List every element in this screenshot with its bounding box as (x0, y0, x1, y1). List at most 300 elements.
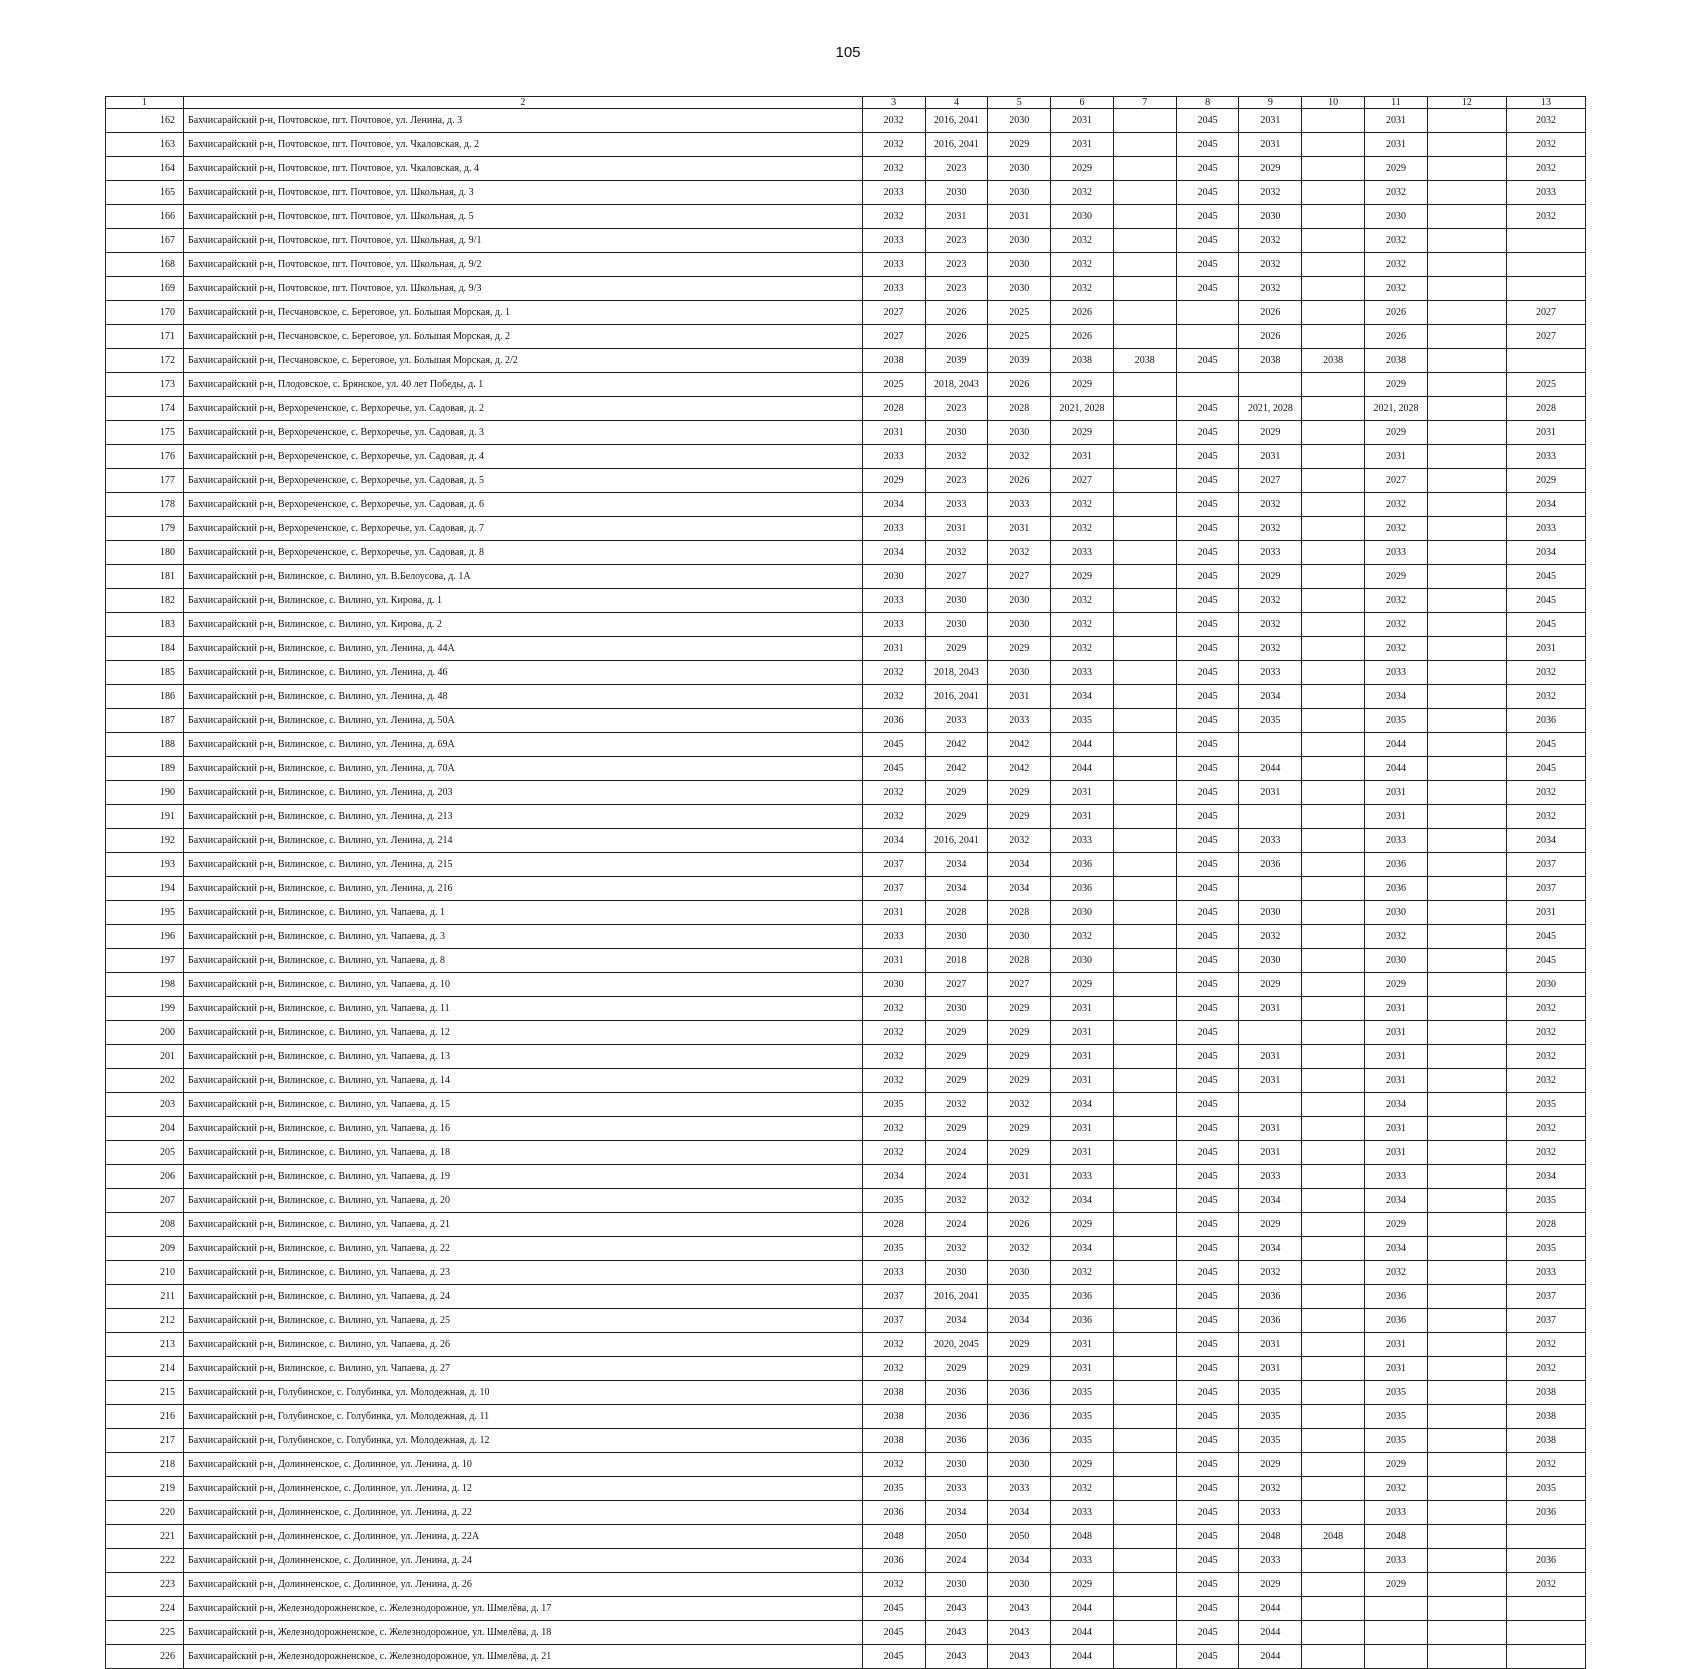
year-cell: 2030 (1239, 205, 1302, 229)
table-row (106, 517, 1586, 541)
row-number-cell: 174 (106, 397, 184, 421)
year-cell: 2032 (862, 661, 925, 685)
year-cell: 2016, 2041 (925, 829, 988, 853)
year-cell: 2031 (1365, 445, 1428, 469)
year-cell (1113, 829, 1176, 853)
year-cell: 2045 (1176, 493, 1239, 517)
year-cell (1427, 901, 1506, 925)
year-cell (1239, 373, 1302, 397)
column-header: 3 (862, 97, 925, 109)
year-cell: 2018 (925, 949, 988, 973)
year-cell (1427, 853, 1506, 877)
row-number-cell: 175 (106, 421, 184, 445)
year-cell: 2045 (862, 1597, 925, 1621)
year-cell: 2031 (1051, 997, 1114, 1021)
year-cell: 2036 (1051, 877, 1114, 901)
row-number-cell: 178 (106, 493, 184, 517)
year-cell: 2038 (862, 1405, 925, 1429)
row-number-cell: 207 (106, 1189, 184, 1213)
year-cell: 2033 (1051, 1165, 1114, 1189)
year-cell: 2031 (1051, 1069, 1114, 1093)
year-cell: 2045 (1176, 1237, 1239, 1261)
year-cell: 2045 (1176, 805, 1239, 829)
row-number-cell: 204 (106, 1117, 184, 1141)
year-cell (1113, 733, 1176, 757)
year-cell: 2042 (988, 757, 1051, 781)
year-cell: 2038 (862, 1429, 925, 1453)
year-cell (1113, 589, 1176, 613)
year-cell: 2030 (988, 925, 1051, 949)
address-cell: Бахчисарайский р-н, Вилинское, с. Вилино, ул. Чапаева, д. 15 (184, 1093, 863, 1117)
year-cell: 2027 (1365, 469, 1428, 493)
year-cell: 2032 (1051, 1261, 1114, 1285)
year-cell: 2030 (862, 973, 925, 997)
address-cell: Бахчисарайский р-н, Песчановское, с. Береговое, ул. Большая Морская, д. 2 (184, 325, 863, 349)
year-cell: 2035 (1239, 709, 1302, 733)
table-row (106, 1237, 1586, 1261)
year-cell (1113, 1477, 1176, 1501)
year-cell: 2035 (1506, 1237, 1585, 1261)
address-cell: Бахчисарайский р-н, Железнодорожненское, с. Железнодорожное, ул. Шмелёва, д. 21 (184, 1645, 863, 1669)
year-cell: 2025 (988, 301, 1051, 325)
year-cell: 2048 (1051, 1525, 1114, 1549)
year-cell: 2029 (1239, 565, 1302, 589)
year-cell: 2042 (925, 757, 988, 781)
table-row (106, 325, 1586, 349)
year-cell: 2034 (1506, 541, 1585, 565)
year-cell: 2027 (1239, 469, 1302, 493)
year-cell: 2032 (925, 1237, 988, 1261)
year-cell (1302, 1549, 1365, 1573)
table-row (106, 973, 1586, 997)
address-cell: Бахчисарайский р-н, Вилинское, с. Вилино, ул. Чапаева, д. 24 (184, 1285, 863, 1309)
year-cell: 2045 (1176, 1381, 1239, 1405)
address-cell: Бахчисарайский р-н, Почтовское, пгт. Почтовое, ул. Школьная, д. 9/2 (184, 253, 863, 277)
year-cell (1302, 565, 1365, 589)
address-cell: Бахчисарайский р-н, Долинненское, с. Долинное, ул. Ленина, д. 24 (184, 1549, 863, 1573)
year-cell: 2044 (1051, 1621, 1114, 1645)
year-cell: 2034 (1051, 1237, 1114, 1261)
year-cell: 2031 (1365, 1069, 1428, 1093)
year-cell: 2039 (925, 349, 988, 373)
year-cell: 2027 (1506, 325, 1585, 349)
year-cell: 2029 (1051, 1453, 1114, 1477)
year-cell (1302, 1405, 1365, 1429)
year-cell: 2045 (1506, 757, 1585, 781)
address-cell: Бахчисарайский р-н, Вилинское, с. Вилино, ул. Ленина, д. 216 (184, 877, 863, 901)
row-number-cell: 215 (106, 1381, 184, 1405)
table-row (106, 565, 1586, 589)
year-cell: 2034 (1365, 1093, 1428, 1117)
row-number-cell: 205 (106, 1141, 184, 1165)
address-cell: Бахчисарайский р-н, Вилинское, с. Вилино, ул. Чапаева, д. 26 (184, 1333, 863, 1357)
year-cell: 2045 (1176, 637, 1239, 661)
year-cell (1176, 373, 1239, 397)
year-cell: 2026 (988, 1213, 1051, 1237)
year-cell (1302, 325, 1365, 349)
year-cell (1302, 181, 1365, 205)
year-cell: 2031 (1051, 1045, 1114, 1069)
table-row (106, 1045, 1586, 1069)
year-cell: 2038 (1051, 349, 1114, 373)
address-cell: Бахчисарайский р-н, Вилинское, с. Вилино, ул. Ленина, д. 48 (184, 685, 863, 709)
year-cell: 2029 (1051, 565, 1114, 589)
address-cell: Бахчисарайский р-н, Вилинское, с. Вилино, ул. Ленина, д. 70А (184, 757, 863, 781)
year-cell: 2045 (1506, 733, 1585, 757)
year-cell: 2045 (1176, 205, 1239, 229)
address-cell: Бахчисарайский р-н, Почтовское, пгт. Почтовое, ул. Школьная, д. 5 (184, 205, 863, 229)
year-cell: 2034 (1365, 1189, 1428, 1213)
year-cell: 2032 (1365, 925, 1428, 949)
year-cell: 2030 (988, 1261, 1051, 1285)
row-number-cell: 172 (106, 349, 184, 373)
table-row (106, 1213, 1586, 1237)
housing-schedule-table (105, 96, 1586, 1669)
year-cell: 2031 (1239, 133, 1302, 157)
year-cell (1427, 421, 1506, 445)
year-cell: 2021, 2028 (1365, 397, 1428, 421)
row-number-cell: 177 (106, 469, 184, 493)
year-cell: 2021, 2028 (1239, 397, 1302, 421)
year-cell (1302, 877, 1365, 901)
row-number-cell: 190 (106, 781, 184, 805)
year-cell: 2033 (862, 589, 925, 613)
year-cell: 2034 (1506, 829, 1585, 853)
year-cell: 2030 (1239, 949, 1302, 973)
year-cell (1302, 1165, 1365, 1189)
year-cell: 2029 (988, 133, 1051, 157)
year-cell: 2044 (1239, 757, 1302, 781)
address-cell: Бахчисарайский р-н, Вилинское, с. Вилино, ул. Чапаева, д. 8 (184, 949, 863, 973)
table-row (106, 1333, 1586, 1357)
year-cell: 2045 (1176, 1141, 1239, 1165)
year-cell: 2032 (862, 1357, 925, 1381)
year-cell: 2033 (862, 181, 925, 205)
year-cell: 2043 (988, 1645, 1051, 1669)
year-cell (1427, 1549, 1506, 1573)
year-cell: 2044 (1051, 733, 1114, 757)
year-cell: 2034 (988, 1501, 1051, 1525)
year-cell (1113, 469, 1176, 493)
row-number-cell: 199 (106, 997, 184, 1021)
year-cell: 2045 (1176, 349, 1239, 373)
year-cell: 2035 (862, 1477, 925, 1501)
year-cell: 2038 (1113, 349, 1176, 373)
year-cell: 2031 (1365, 1333, 1428, 1357)
year-cell: 2033 (1239, 1501, 1302, 1525)
year-cell: 2045 (1176, 901, 1239, 925)
address-cell: Бахчисарайский р-н, Долинненское, с. Долинное, ул. Ленина, д. 22 (184, 1501, 863, 1525)
year-cell: 2031 (1239, 109, 1302, 133)
year-cell (1302, 1237, 1365, 1261)
address-cell: Бахчисарайский р-н, Верхореченское, с. Верхоречье, ул. Садовая, д. 2 (184, 397, 863, 421)
year-cell (1427, 1141, 1506, 1165)
year-cell: 2035 (862, 1189, 925, 1213)
table-row (106, 397, 1586, 421)
year-cell (1302, 973, 1365, 997)
year-cell: 2044 (1239, 1597, 1302, 1621)
year-cell: 2034 (925, 1309, 988, 1333)
column-header: 5 (988, 97, 1051, 109)
row-number-cell: 184 (106, 637, 184, 661)
year-cell: 2032 (862, 1117, 925, 1141)
year-cell: 2029 (1239, 421, 1302, 445)
year-cell: 2033 (1239, 1165, 1302, 1189)
year-cell: 2031 (1239, 1117, 1302, 1141)
year-cell: 2018, 2043 (925, 373, 988, 397)
year-cell (1302, 1093, 1365, 1117)
year-cell: 2045 (1506, 565, 1585, 589)
year-cell: 2032 (1506, 1333, 1585, 1357)
row-number-cell: 214 (106, 1357, 184, 1381)
year-cell: 2035 (1051, 1405, 1114, 1429)
year-cell: 2034 (1506, 493, 1585, 517)
row-number-cell: 209 (106, 1237, 184, 1261)
table-row (106, 685, 1586, 709)
year-cell: 2034 (862, 829, 925, 853)
year-cell: 2045 (1176, 1501, 1239, 1525)
year-cell (1302, 949, 1365, 973)
year-cell: 2029 (988, 1141, 1051, 1165)
year-cell: 2028 (988, 397, 1051, 421)
address-cell: Бахчисарайский р-н, Верхореченское, с. Верхоречье, ул. Садовая, д. 3 (184, 421, 863, 445)
year-cell (1427, 349, 1506, 373)
year-cell: 2033 (988, 709, 1051, 733)
year-cell: 2030 (988, 1453, 1051, 1477)
year-cell: 2036 (925, 1381, 988, 1405)
year-cell: 2031 (862, 949, 925, 973)
year-cell: 2033 (1239, 541, 1302, 565)
address-cell: Бахчисарайский р-н, Долинненское, с. Долинное, ул. Ленина, д. 26 (184, 1573, 863, 1597)
year-cell (1302, 1429, 1365, 1453)
year-cell (1302, 1117, 1365, 1141)
year-cell (1302, 1069, 1365, 1093)
year-cell (1113, 445, 1176, 469)
year-cell (1427, 325, 1506, 349)
year-cell: 2035 (988, 1285, 1051, 1309)
table-row (106, 157, 1586, 181)
year-cell: 2036 (1365, 1285, 1428, 1309)
year-cell: 2032 (1051, 229, 1114, 253)
year-cell: 2045 (1176, 757, 1239, 781)
year-cell (1302, 997, 1365, 1021)
address-cell: Бахчисарайский р-н, Вилинское, с. Вилино, ул. Кирова, д. 2 (184, 613, 863, 637)
year-cell: 2029 (1239, 1573, 1302, 1597)
year-cell: 2045 (1176, 781, 1239, 805)
year-cell: 2032 (862, 1453, 925, 1477)
year-cell: 2048 (1302, 1525, 1365, 1549)
year-cell (1427, 1213, 1506, 1237)
year-cell: 2029 (988, 1357, 1051, 1381)
table-row (106, 757, 1586, 781)
row-number-cell: 225 (106, 1621, 184, 1645)
year-cell (1113, 685, 1176, 709)
year-cell: 2032 (1051, 181, 1114, 205)
year-cell: 2045 (1176, 733, 1239, 757)
year-cell: 2045 (1176, 229, 1239, 253)
row-number-cell: 217 (106, 1429, 184, 1453)
table-row (106, 109, 1586, 133)
year-cell: 2045 (1176, 1117, 1239, 1141)
year-cell: 2027 (988, 565, 1051, 589)
year-cell (1302, 253, 1365, 277)
year-cell: 2029 (1365, 1573, 1428, 1597)
year-cell: 2031 (925, 517, 988, 541)
year-cell: 2029 (925, 1021, 988, 1045)
row-number-cell: 187 (106, 709, 184, 733)
year-cell: 2031 (988, 205, 1051, 229)
year-cell: 2033 (1239, 829, 1302, 853)
year-cell: 2029 (1239, 1453, 1302, 1477)
year-cell (1302, 1381, 1365, 1405)
year-cell (1427, 637, 1506, 661)
year-cell (1427, 949, 1506, 973)
table-row (106, 445, 1586, 469)
year-cell (1302, 1045, 1365, 1069)
year-cell: 2033 (1365, 541, 1428, 565)
table-row (106, 733, 1586, 757)
year-cell: 2034 (988, 853, 1051, 877)
address-cell: Бахчисарайский р-н, Песчановское, с. Береговое, ул. Большая Морская, д. 1 (184, 301, 863, 325)
year-cell (1427, 1117, 1506, 1141)
year-cell: 2023 (925, 277, 988, 301)
table-row (106, 613, 1586, 637)
year-cell: 2031 (1365, 997, 1428, 1021)
year-cell: 2034 (862, 1165, 925, 1189)
year-cell: 2031 (1239, 1045, 1302, 1069)
year-cell: 2026 (988, 469, 1051, 493)
year-cell: 2020, 2045 (925, 1333, 988, 1357)
year-cell: 2032 (1051, 517, 1114, 541)
year-cell: 2045 (1176, 1453, 1239, 1477)
year-cell: 2034 (862, 541, 925, 565)
year-cell: 2031 (1365, 781, 1428, 805)
year-cell: 2031 (1365, 1045, 1428, 1069)
row-number-cell: 203 (106, 1093, 184, 1117)
year-cell (1302, 613, 1365, 637)
year-cell: 2043 (988, 1597, 1051, 1621)
year-cell (1302, 589, 1365, 613)
year-cell: 2033 (862, 925, 925, 949)
year-cell (1506, 1597, 1585, 1621)
year-cell (1113, 1045, 1176, 1069)
year-cell (1506, 1621, 1585, 1645)
year-cell: 2031 (1365, 109, 1428, 133)
year-cell: 2037 (862, 1309, 925, 1333)
year-cell (1302, 1453, 1365, 1477)
year-cell (1113, 709, 1176, 733)
year-cell: 2024 (925, 1141, 988, 1165)
table-row (106, 1405, 1586, 1429)
year-cell (1302, 757, 1365, 781)
year-cell (1302, 1597, 1365, 1621)
address-cell: Бахчисарайский р-н, Почтовское, пгт. Почтовое, ул. Школьная, д. 9/3 (184, 277, 863, 301)
year-cell: 2029 (1051, 1573, 1114, 1597)
year-cell: 2030 (1051, 901, 1114, 925)
year-cell: 2045 (1176, 1093, 1239, 1117)
year-cell: 2030 (988, 613, 1051, 637)
column-header: 7 (1113, 97, 1176, 109)
year-cell: 2033 (925, 1477, 988, 1501)
year-cell: 2032 (988, 541, 1051, 565)
year-cell: 2024 (925, 1549, 988, 1573)
year-cell (1302, 1213, 1365, 1237)
year-cell: 2027 (862, 325, 925, 349)
year-cell (1427, 1189, 1506, 1213)
year-cell: 2030 (988, 1573, 1051, 1597)
year-cell: 2035 (862, 1237, 925, 1261)
year-cell (1113, 181, 1176, 205)
year-cell: 2016, 2041 (925, 685, 988, 709)
year-cell: 2032 (1506, 1069, 1585, 1093)
year-cell: 2036 (1365, 853, 1428, 877)
year-cell (1113, 1237, 1176, 1261)
year-cell: 2031 (1051, 1117, 1114, 1141)
year-cell: 2037 (862, 1285, 925, 1309)
year-cell (1302, 205, 1365, 229)
table-row (106, 949, 1586, 973)
year-cell (1302, 709, 1365, 733)
year-cell: 2031 (862, 421, 925, 445)
year-cell: 2034 (925, 877, 988, 901)
year-cell (1427, 1453, 1506, 1477)
year-cell: 2045 (1176, 157, 1239, 181)
row-number-cell: 220 (106, 1501, 184, 1525)
address-cell: Бахчисарайский р-н, Вилинское, с. Вилино, ул. Чапаева, д. 20 (184, 1189, 863, 1213)
year-cell (1506, 277, 1585, 301)
year-cell: 2030 (988, 421, 1051, 445)
year-cell (1506, 1525, 1585, 1549)
year-cell (1239, 1093, 1302, 1117)
year-cell: 2032 (1239, 277, 1302, 301)
year-cell: 2031 (1239, 997, 1302, 1021)
year-cell (1427, 541, 1506, 565)
year-cell: 2045 (1176, 829, 1239, 853)
table-body (106, 109, 1586, 1669)
year-cell: 2045 (1176, 1357, 1239, 1381)
year-cell: 2044 (1051, 1597, 1114, 1621)
year-cell: 2031 (862, 901, 925, 925)
address-cell: Бахчисарайский р-н, Вилинское, с. Вилино, ул. Ленина, д. 69А (184, 733, 863, 757)
year-cell: 2036 (1051, 1309, 1114, 1333)
year-cell: 2030 (1365, 205, 1428, 229)
year-cell: 2026 (1365, 301, 1428, 325)
year-cell: 2029 (1051, 1213, 1114, 1237)
year-cell: 2030 (988, 157, 1051, 181)
table-row (106, 181, 1586, 205)
year-cell: 2031 (1506, 637, 1585, 661)
year-cell: 2032 (1506, 1453, 1585, 1477)
year-cell: 2032 (1051, 277, 1114, 301)
year-cell: 2032 (1506, 685, 1585, 709)
address-cell: Бахчисарайский р-н, Голубинское, с. Голубинка, ул. Молодежная, д. 12 (184, 1429, 863, 1453)
year-cell: 2029 (925, 1357, 988, 1381)
year-cell: 2032 (1365, 181, 1428, 205)
year-cell: 2029 (1051, 973, 1114, 997)
table-row (106, 1549, 1586, 1573)
housing-schedule-table-container (105, 96, 1586, 1669)
table-row (106, 277, 1586, 301)
year-cell: 2045 (1176, 1285, 1239, 1309)
year-cell: 2031 (1239, 1357, 1302, 1381)
year-cell (1427, 229, 1506, 253)
year-cell: 2032 (1365, 493, 1428, 517)
year-cell: 2045 (1176, 1045, 1239, 1069)
year-cell: 2029 (1365, 373, 1428, 397)
year-cell: 2045 (1176, 1429, 1239, 1453)
column-header: 1 (106, 97, 184, 109)
year-cell (1427, 397, 1506, 421)
